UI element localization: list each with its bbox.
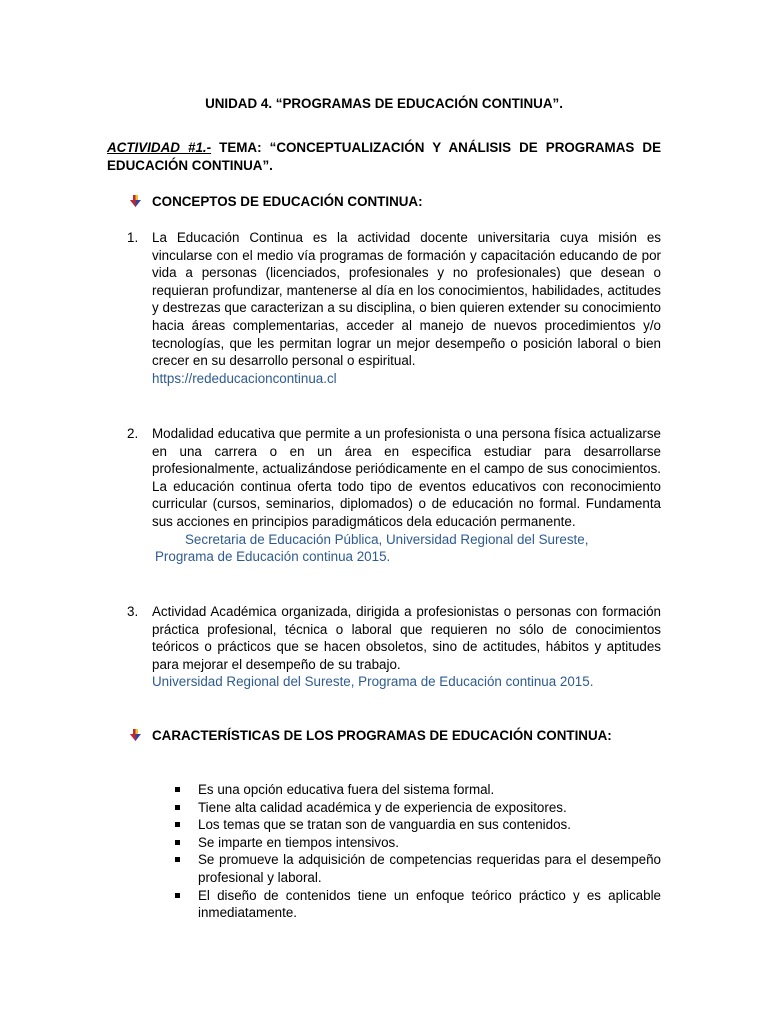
definition-text: Actividad Académica organizada, dirigida a profesionistas o personas con formación práctica profesional, técnica o laboral que requieren no sólo de conocimientos teóricos o prácticos que se hacen obsoletos, sino de actitudes, hábitos y aptitudes para mejorar el desempeño de su trabajo. xyxy=(152,604,661,672)
source-citation: Programa de Educación continua 2015. xyxy=(155,549,391,565)
list-item: Tiene alta calidad académica y de experiencia de expositores. xyxy=(173,799,661,817)
activity-topic: TEMA: “CONCEPTUALIZACIÓN Y ANÁLISIS DE PROGRAMAS DE EDUCACIÓN CONTINUA”. xyxy=(107,140,661,173)
list-item xyxy=(127,229,661,387)
arrow-down-bullet-icon xyxy=(130,195,141,208)
square-bullet-icon xyxy=(175,822,180,827)
list-item xyxy=(127,603,661,691)
source-citation: Universidad Regional del Sureste, Programa de Educación continua 2015. xyxy=(152,674,594,690)
source-link[interactable]: https://rededucacioncontinua.cl xyxy=(152,370,337,386)
definition-text: Modalidad educativa que permite a un profesionista o una persona física actualizarse en una carrera o en un área en especifica estudiar para desarrollarse profesionalmente, actualizándose periódicamente en el campo de sus conocimientos. La educación continua oferta todo tipo de eventos educativos con reconocimiento curricular (cursos, seminarios, diplomados) o de educación no formal. Fundamenta sus acciones en principios paradigmáticos dela educación permanente. xyxy=(152,426,661,529)
list-item-number: 2. xyxy=(127,426,139,441)
list-item-number: 1. xyxy=(127,230,139,245)
list-item xyxy=(127,425,661,566)
square-bullet-icon xyxy=(175,840,180,845)
list-item: Es una opción educativa fuera del sistema formal. xyxy=(173,781,661,799)
list-item-text xyxy=(152,425,661,566)
section-heading-text: CARACTERÍSTICAS DE LOS PROGRAMAS DE EDUCACIÓN CONTINUA: xyxy=(152,728,612,743)
list-item: El diseño de contenidos tiene un enfoque teórico práctico y es aplicable inmediatamente. xyxy=(173,887,661,922)
list-item-text xyxy=(152,603,661,691)
list-item: Se imparte en tiempos intensivos. xyxy=(173,834,661,852)
section-heading-concepts xyxy=(130,193,661,211)
list-item: Los temas que se tratan son de vanguardia en sus contenidos. xyxy=(173,816,661,834)
square-bullet-icon xyxy=(175,857,180,862)
square-bullet-icon xyxy=(175,787,180,792)
section-heading-characteristics xyxy=(130,727,661,745)
list-item-text xyxy=(152,229,661,387)
characteristics-list xyxy=(173,781,661,922)
source-citation: Secretaria de Educación Pública, Universidad Regional del Sureste, xyxy=(185,531,589,547)
activity-heading xyxy=(107,139,661,174)
square-bullet-icon xyxy=(175,805,180,810)
list-item-number: 3. xyxy=(127,604,139,619)
document-title: UNIDAD 4. “PROGRAMAS DE EDUCACIÓN CONTINUA”. xyxy=(205,96,563,111)
list-item: Se promueve la adquisición de competencias requeridas para el desempeño profesional y laboral. xyxy=(173,851,661,886)
arrow-down-bullet-icon xyxy=(130,729,141,742)
section-heading-text: CONCEPTOS DE EDUCACIÓN CONTINUA: xyxy=(152,194,423,209)
definition-text: La Educación Continua es la actividad docente universitaria cuya misión es vincularse con el medio vía programas de formación y capacitación educando de por vida a personas (licenciados, profesionales y no profesionales) que desean o requieran profundizar, mantenerse al día en los conocimientos, habilidades, actitudes y destrezas que caracterizan a su disciplina, o bien quieren extender su conocimiento hacia áreas complementarias, acceder al manejo de nuevos procedimientos y/o tecnologías, que les permitan lograr un mejor desempeño o posición laboral o bien crecer en su desarrollo personal o espiritual. xyxy=(152,230,661,369)
activity-label: ACTIVIDAD #1.- xyxy=(107,140,212,155)
square-bullet-icon xyxy=(175,893,180,898)
